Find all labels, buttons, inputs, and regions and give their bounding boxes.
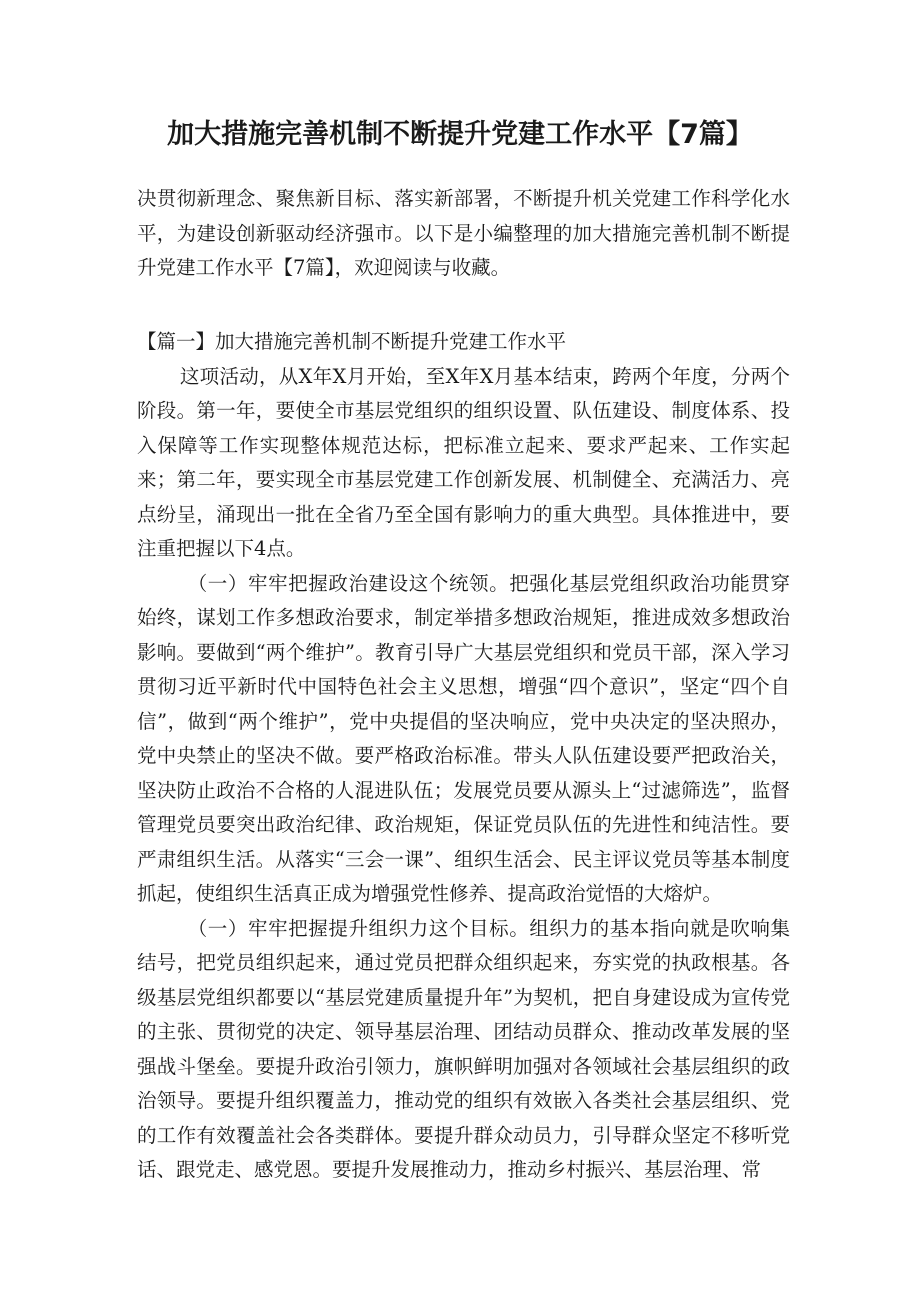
document-title: 加大措施完善机制不断提升党建工作水平【7篇】 [167,119,753,150]
body-paragraph-2: （一）牢牢把握政治建设这个统领。把强化基层党组织政治功能贯穿始终，谋划工作多想政治要求，制定举措多想政治规矩，推进成效多想政治影响。要做到“两个维护”。教育引导广大基层党组织和党员干部，深入学习贯彻习近平新时代中国特色社会主义思想，增强“四个意识”，坚定“四个自信”，做到“两个维护”，党中央提倡的坚决响应，党中央决定的坚决照办，党中央禁止的坚决不做。要严格政治标准。带头人队伍建设要严把政治关，坚决防止政治不合格的人混进队伍；发展党员要从源头上“过滤筛选”，监督管理党员要突出政治纪律、政治规矩，保证党员队伍的先进性和纯洁性。要严肃组织生活。从落实“三会一课”、组织生活会、民主评议党员等基本制度抓起，使组织生活真正成为增强党性修养、提高政治觉悟的大熔炉。 [137,571,790,905]
body-paragraph-1: 这项活动，从X年X月开始，至X年X月基本结束，跨两个年度，分两个阶段。第一年，要使全市基层党组织的组织设置、队伍建设、制度体系、投入保障等工作实现整体规范达标，把标准立起来、要求严起来、工作实起来；第二年，要实现全市基层党建工作创新发展、机制健全、充满活力、亮点纷呈，涌现出一批在全省乃至全国有影响力的重大典型。具体推进中，要注重把握以下4点。 [137,364,790,560]
section-heading: 【篇一】加大措施完善机制不断提升党建工作水平 [137,330,567,353]
intro-paragraph: 决贯彻新理念、聚焦新目标、落实新部署，不断提升机关党建工作科学化水平，为建设创新驱动经济强市。以下是小编整理的加大措施完善机制不断提升党建工作水平【7篇】，欢迎阅读与收藏。 [137,187,790,279]
article-section [137,325,790,1188]
body-paragraph-3: （一）牢牢把握提升组织力这个目标。组织力的基本指向就是吹响集结号，把党员组织起来，通过党员把群众组织起来，夯实党的执政根基。各级基层党组织都要以“基层党建质量提升年”为契机，把自身建设成为宣传党的主张、贯彻党的决定、领导基层治理、团结动员群众、推动改革发展的坚强战斗堡垒。要提升政治引领力，旗帜鲜明加强对各领域社会基层组织的政治领导。要提升组织覆盖力，推动党的组织有效嵌入各类社会基层组织、党的工作有效覆盖社会各类群体。要提升群众动员力，引导群众坚定不移听党话、跟党走、感党恩。要提升发展推动力，推动乡村振兴、基层治理、常 [137,916,790,1181]
